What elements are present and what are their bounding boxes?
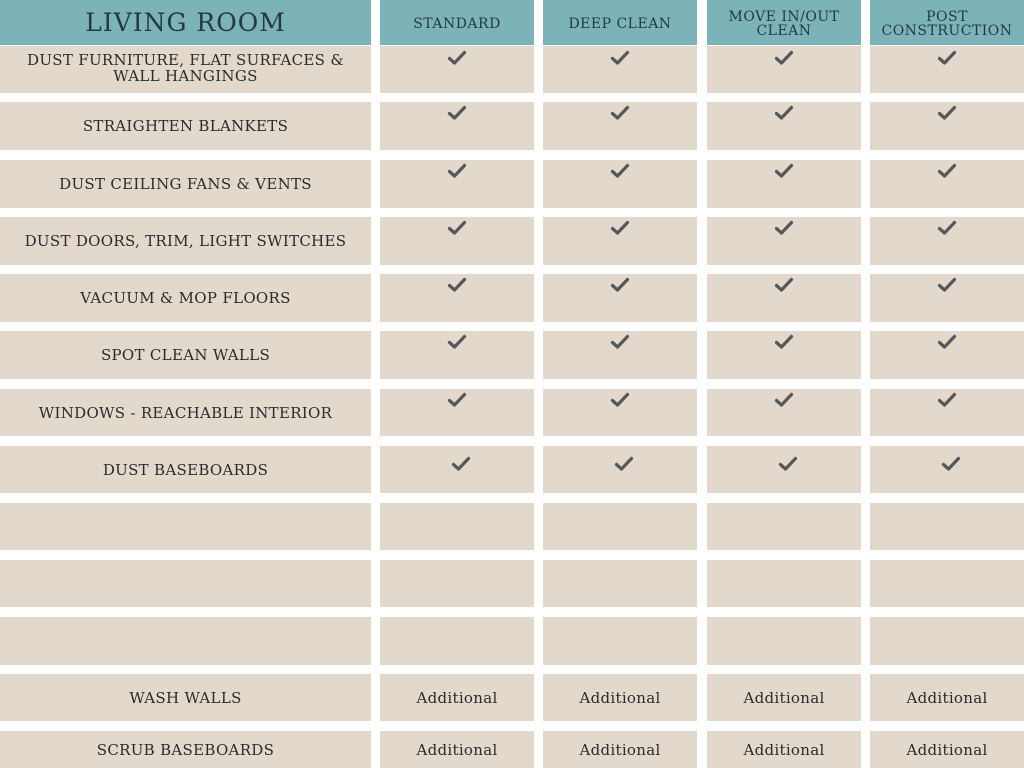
check-cell: [543, 389, 697, 436]
checkmark-icon: [447, 334, 467, 350]
check-cell: [870, 389, 1024, 436]
checkmark-icon: [610, 163, 630, 179]
additional-cell: Additional: [870, 731, 1024, 768]
checkmark-icon: [937, 334, 957, 350]
check-cell: [870, 102, 1024, 150]
additional-cell: Additional: [380, 674, 534, 721]
additional-cell: Additional: [870, 674, 1024, 721]
empty-cell: [380, 560, 534, 607]
check-cell: [543, 331, 697, 379]
checkmark-icon: [610, 220, 630, 236]
check-cell: [707, 389, 861, 436]
check-cell: [543, 446, 697, 493]
check-cell: [870, 217, 1024, 265]
empty-cell: [543, 617, 697, 665]
checkmark-icon: [778, 456, 798, 472]
check-cell: [870, 160, 1024, 208]
checkmark-icon: [614, 456, 634, 472]
task-label: SCRUB BASEBOARDS: [0, 731, 371, 768]
additional-cell: Additional: [707, 731, 861, 768]
additional-cell: Additional: [543, 674, 697, 721]
check-cell: [707, 217, 861, 265]
check-cell: [543, 46, 697, 93]
checkmark-icon: [610, 334, 630, 350]
check-cell: [870, 274, 1024, 322]
check-cell: [380, 389, 534, 436]
task-label: [0, 617, 371, 665]
column-header: STANDARD: [380, 0, 534, 45]
check-cell: [870, 446, 1024, 493]
empty-cell: [870, 503, 1024, 550]
checkmark-icon: [447, 163, 467, 179]
checkmark-icon: [774, 105, 794, 121]
checkmark-icon: [447, 50, 467, 66]
check-cell: [380, 446, 534, 493]
check-cell: [543, 102, 697, 150]
check-cell: [380, 102, 534, 150]
check-cell: [380, 331, 534, 379]
column-header: MOVE IN/OUT CLEAN: [707, 0, 861, 45]
checkmark-icon: [774, 163, 794, 179]
empty-cell: [543, 560, 697, 607]
checkmark-icon: [941, 456, 961, 472]
checkmark-icon: [610, 392, 630, 408]
check-cell: [707, 160, 861, 208]
check-cell: [707, 46, 861, 93]
empty-cell: [707, 503, 861, 550]
checkmark-icon: [610, 50, 630, 66]
table-title: LIVING ROOM: [0, 0, 371, 45]
additional-cell: Additional: [380, 731, 534, 768]
check-cell: [543, 217, 697, 265]
check-cell: [707, 331, 861, 379]
check-cell: [707, 274, 861, 322]
empty-cell: [380, 617, 534, 665]
checkmark-icon: [774, 392, 794, 408]
empty-cell: [870, 617, 1024, 665]
checkmark-icon: [774, 50, 794, 66]
empty-cell: [707, 617, 861, 665]
additional-cell: Additional: [707, 674, 861, 721]
empty-cell: [543, 503, 697, 550]
task-label: WASH WALLS: [0, 674, 371, 721]
task-label: STRAIGHTEN BLANKETS: [0, 102, 371, 150]
checkmark-icon: [774, 334, 794, 350]
checkmark-icon: [774, 277, 794, 293]
check-cell: [543, 274, 697, 322]
empty-cell: [707, 560, 861, 607]
check-cell: [870, 331, 1024, 379]
check-cell: [707, 446, 861, 493]
empty-cell: [380, 503, 534, 550]
checkmark-icon: [447, 392, 467, 408]
task-label: DUST CEILING FANS & VENTS: [0, 160, 371, 208]
checkmark-icon: [447, 105, 467, 121]
task-label: VACUUM & MOP FLOORS: [0, 274, 371, 322]
task-label: DUST BASEBOARDS: [0, 446, 371, 493]
checkmark-icon: [451, 456, 471, 472]
check-cell: [380, 46, 534, 93]
empty-cell: [870, 560, 1024, 607]
column-header: POST CONSTRUCTION: [870, 0, 1024, 45]
check-cell: [870, 46, 1024, 93]
task-label: SPOT CLEAN WALLS: [0, 331, 371, 379]
column-header: DEEP CLEAN: [543, 0, 697, 45]
check-cell: [707, 102, 861, 150]
checkmark-icon: [774, 220, 794, 236]
task-label: DUST DOORS, TRIM, LIGHT SWITCHES: [0, 217, 371, 265]
task-label: [0, 560, 371, 607]
task-label: WINDOWS - REACHABLE INTERIOR: [0, 389, 371, 436]
checkmark-icon: [937, 392, 957, 408]
check-cell: [380, 274, 534, 322]
checkmark-icon: [937, 50, 957, 66]
checkmark-icon: [610, 105, 630, 121]
checkmark-icon: [937, 105, 957, 121]
checkmark-icon: [447, 220, 467, 236]
task-label: DUST FURNITURE, FLAT SURFACES & WALL HANGINGS: [0, 46, 371, 93]
checkmark-icon: [937, 277, 957, 293]
check-cell: [380, 160, 534, 208]
checkmark-icon: [937, 163, 957, 179]
checkmark-icon: [447, 277, 467, 293]
check-cell: [380, 217, 534, 265]
task-label: [0, 503, 371, 550]
additional-cell: Additional: [543, 731, 697, 768]
checkmark-icon: [610, 277, 630, 293]
checkmark-icon: [937, 220, 957, 236]
check-cell: [543, 160, 697, 208]
